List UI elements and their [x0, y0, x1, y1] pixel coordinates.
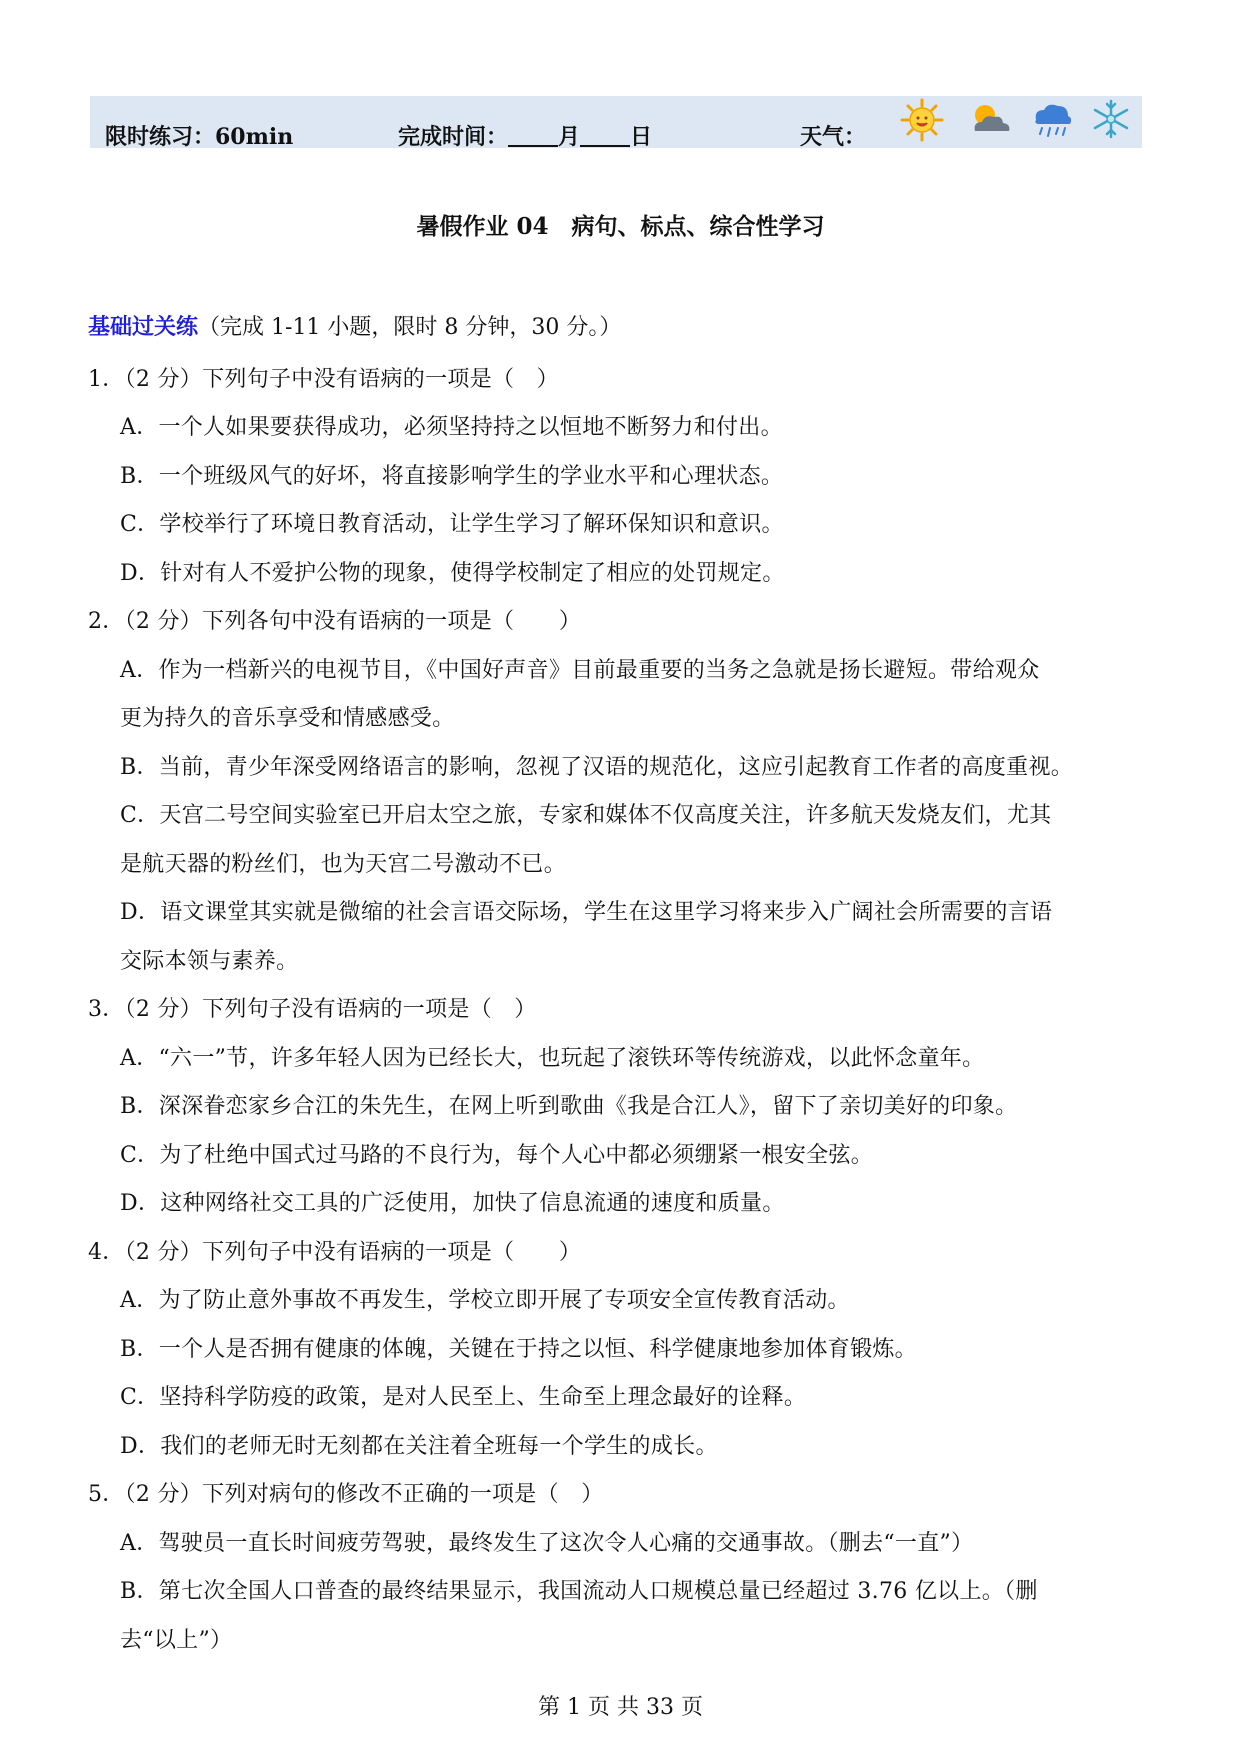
day-blank [580, 123, 630, 147]
partly-cloudy-icon [965, 98, 1013, 142]
section-note: （完成 1-11 小题，限时 8 分钟，30 分。） [198, 315, 622, 340]
option: B．第七次全国人口普查的最终结果显示，我国流动人口规模总量已经超过 3.76 亿以上。（删 [120, 1579, 1038, 1604]
question-4: 4．（2 分）下列句子中没有语病的一项是（ ） [88, 1240, 582, 1265]
option: D．语文课堂其实就是微缩的社会言语交际场，学生在这里学习将来步入广阔社会所需要的言语 [120, 900, 1053, 925]
question-1: 1．（2 分）下列句子中没有语病的一项是（ ） [88, 367, 559, 392]
option: C．学校举行了环境日教育活动，让学生学习了解环保知识和意识。 [120, 512, 784, 537]
done-time [398, 120, 652, 151]
option: D．针对有人不爱护公物的现象，使得学校制定了相应的处罚规定。 [120, 561, 785, 586]
option: A．“六一”节，许多年轻人因为已经长大，也玩起了滚铁环等传统游戏，以此怀念童年。 [120, 1046, 985, 1071]
option: C．天宫二号空间实验室已开启太空之旅，专家和媒体不仅高度关注，许多航天发烧友们，尤其 [120, 803, 1052, 828]
option: B．一个班级风气的好坏，将直接影响学生的学业水平和心理状态。 [120, 464, 784, 489]
option: A．一个人如果要获得成功，必须坚持持之以恒地不断努力和付出。 [120, 415, 783, 440]
section-heading [88, 310, 621, 341]
weather-label: 天气： [800, 124, 867, 150]
option: C．坚持科学防疫的政策，是对人民至上、生命至上理念最好的诠释。 [120, 1385, 807, 1410]
option: A．为了防止意外事故不再发生，学校立即开展了专项安全宣传教育活动。 [120, 1288, 850, 1313]
question-2: 2．（2 分）下列各句中没有语病的一项是（ ） [88, 609, 582, 634]
done-time-label: 完成时间： [398, 124, 509, 150]
option: B．深深眷恋家乡合江的朱先生，在网上听到歌曲《我是合江人》，留下了亲切美好的印象。 [120, 1094, 1018, 1119]
option: B．一个人是否拥有健康的体魄，关键在于持之以恒、科学健康地参加体育锻炼。 [120, 1337, 917, 1362]
option: D．这种网络社交工具的广泛使用，加快了信息流通的速度和质量。 [120, 1191, 785, 1216]
rain-icon [1030, 98, 1074, 142]
option-continuation: 交际本领与素养。 [120, 949, 299, 974]
option: C．为了杜绝中国式过马路的不良行为，每个人心中都必须绷紧一根安全弦。 [120, 1143, 874, 1168]
month-label: 月 [558, 124, 581, 150]
option-continuation: 是航天器的粉丝们，也为天宫二号激动不已。 [120, 852, 567, 877]
month-blank [508, 123, 558, 147]
snowflake-icon [1090, 98, 1132, 140]
option: B．当前，青少年深受网络语言的影响，忽视了汉语的规范化，这应引起教育工作者的高度重视。 [120, 755, 1074, 780]
section-tag: 基础过关练 [88, 314, 199, 340]
page-title: 暑假作业 04 病句、标点、综合性学习 [416, 213, 825, 240]
option: A．驾驶员一直长时间疲劳驾驶，最终发生了这次令人心痛的交通事故。（删去“一直”） [120, 1531, 974, 1556]
sun-icon [900, 98, 944, 142]
option-continuation: 更为持久的音乐享受和情感感受。 [120, 706, 455, 731]
option: D．我们的老师无时无刻都在关注着全班每一个学生的成长。 [120, 1434, 718, 1459]
day-label: 日 [630, 124, 653, 150]
page-footer: 第 1 页 共 33 页 [538, 1695, 703, 1720]
option: A．作为一档新兴的电视节目，《中国好声音》目前最重要的当务之急就是扬长避短。带给观众 [120, 658, 1040, 683]
time-limit: 限时练习：60min [105, 124, 294, 150]
question-3: 3．（2 分）下列句子没有语病的一项是（ ） [88, 997, 537, 1022]
option-continuation: 去“以上”） [120, 1628, 233, 1653]
question-5: 5．（2 分）下列对病句的修改不正确的一项是（ ） [88, 1482, 604, 1507]
